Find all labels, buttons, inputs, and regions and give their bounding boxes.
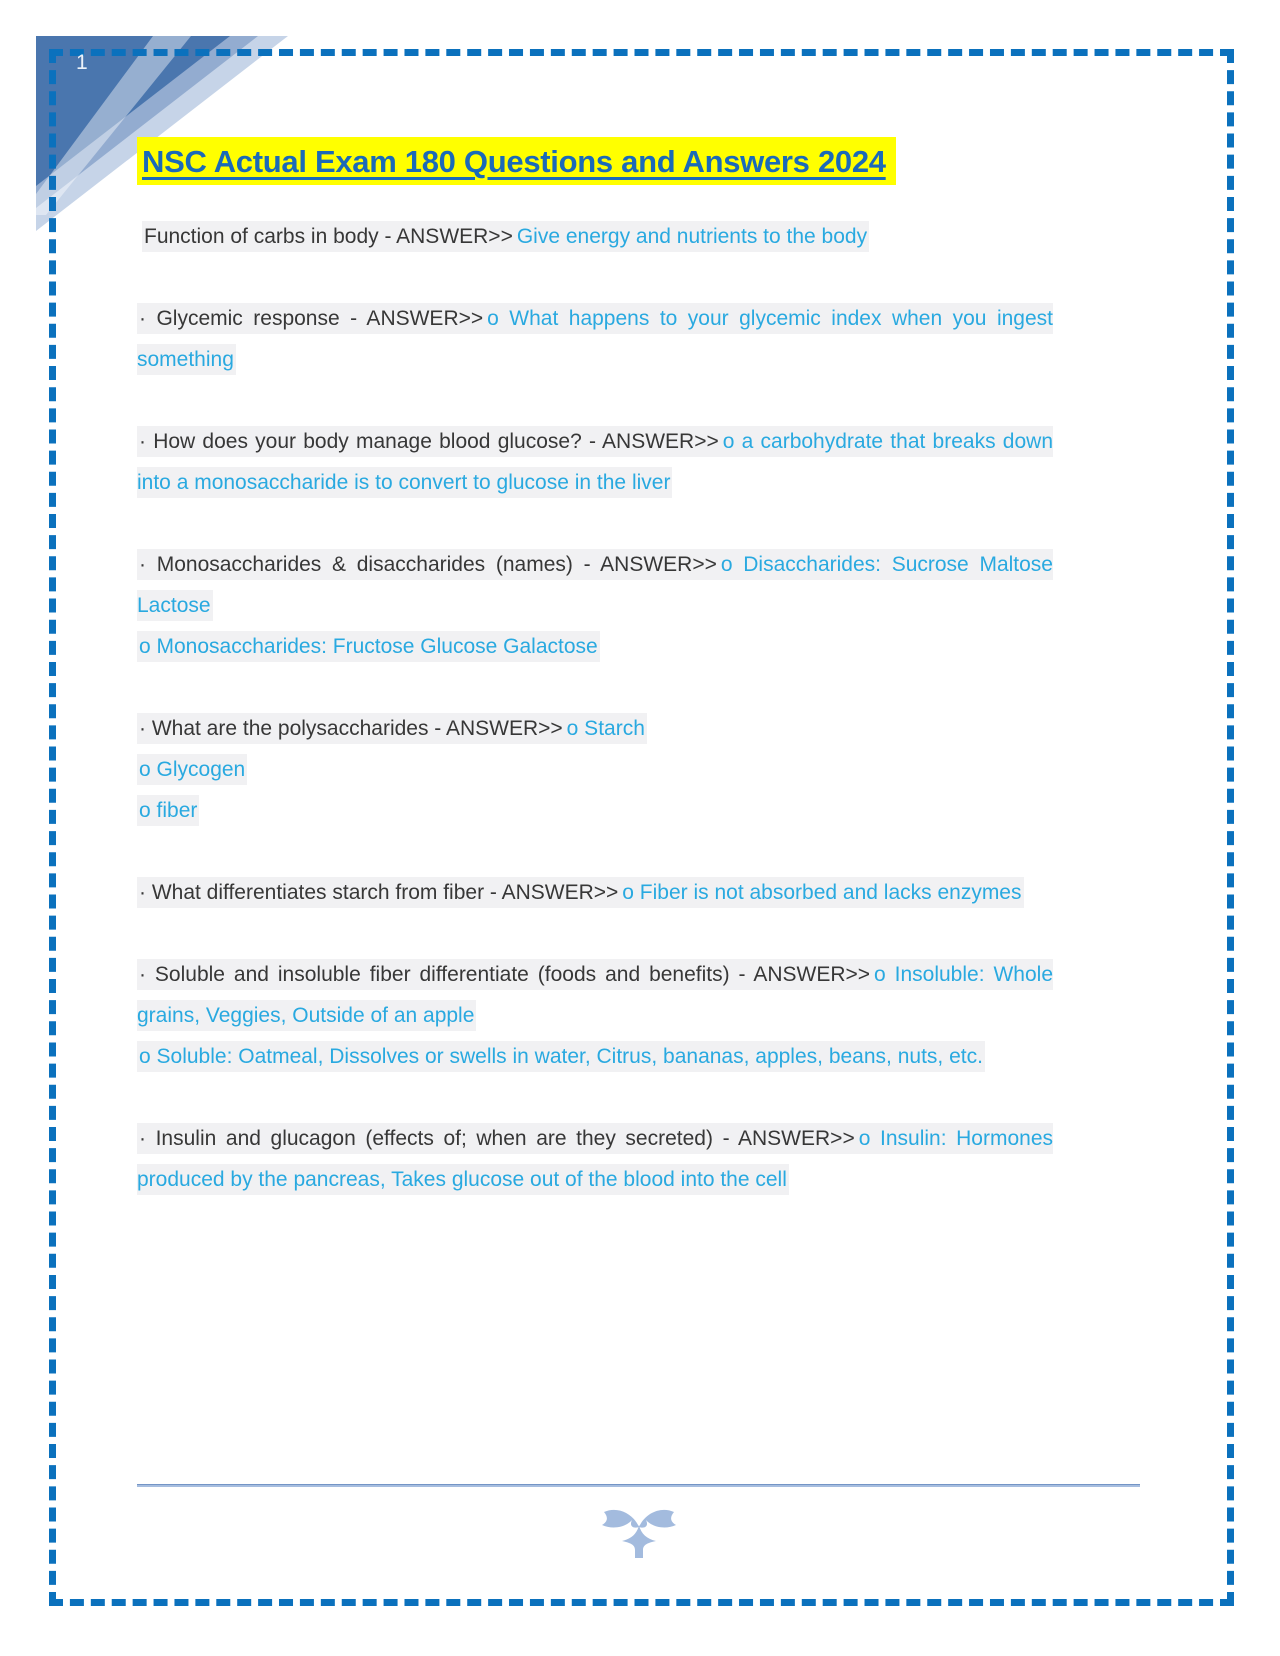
answer-text: o Soluble: Oatmeal, Dissolves or swells in water, Citrus, bananas, apples, beans, nuts, etc.	[137, 1041, 985, 1072]
answer-text: o Glycogen	[137, 754, 247, 785]
answer-text: o Fiber is not absorbed and lacks enzymes	[620, 877, 1023, 908]
answer-text: o What happens to your glycemic index when you ingest something	[137, 303, 1053, 375]
question-text: · Monosaccharides & disaccharides (names) - ANSWER>>	[137, 549, 719, 580]
page-title: NSC Actual Exam 180 Questions and Answers 2024	[137, 137, 896, 185]
page-number: 1	[76, 51, 88, 74]
question-text: · Insulin and glucagon (effects of; when are they secreted) - ANSWER>>	[137, 1123, 857, 1154]
answer-text: o Starch	[565, 713, 647, 744]
answer-text: o a carbohydrate that breaks down into a monosaccharide is to convert to glucose in the liver	[137, 426, 1053, 498]
answer-text: o Insulin: Hormones produced by the pancreas, Takes glucose out of the blood into the cell	[137, 1123, 1053, 1195]
question-text: · Soluble and insoluble fiber differentiate (foods and benefits) - ANSWER>>	[137, 959, 872, 990]
answer-text: o Monosaccharides: Fructose Glucose Galactose	[137, 631, 600, 662]
leaf-flourish-icon	[599, 1502, 679, 1560]
qa-item	[137, 544, 1053, 667]
qa-item	[137, 216, 1053, 257]
question-text: · How does your body manage blood glucose? - ANSWER>>	[137, 426, 721, 457]
qa-item	[137, 298, 1053, 380]
content-area	[137, 137, 1053, 1241]
answer-text: Give energy and nutrients to the body	[515, 221, 869, 252]
qa-item	[137, 421, 1053, 503]
qa-list	[137, 216, 1053, 1200]
qa-item	[137, 708, 1053, 831]
qa-item	[137, 1118, 1053, 1200]
answer-text: o Insoluble: Whole grains, Veggies, Outside of an apple	[137, 959, 1053, 1031]
question-text: · Glycemic response - ANSWER>>	[137, 303, 485, 334]
qa-item	[137, 872, 1053, 913]
qa-item	[137, 954, 1053, 1077]
answer-text: o fiber	[137, 795, 199, 826]
answer-text: o Disaccharides: Sucrose Maltose Lactose	[137, 549, 1053, 621]
question-text: · What differentiates starch from fiber - ANSWER>>	[137, 877, 620, 908]
footer-divider	[137, 1484, 1140, 1487]
question-text: · What are the polysaccharides - ANSWER>>	[137, 713, 565, 744]
question-text: Function of carbs in body - ANSWER>>	[142, 221, 515, 252]
